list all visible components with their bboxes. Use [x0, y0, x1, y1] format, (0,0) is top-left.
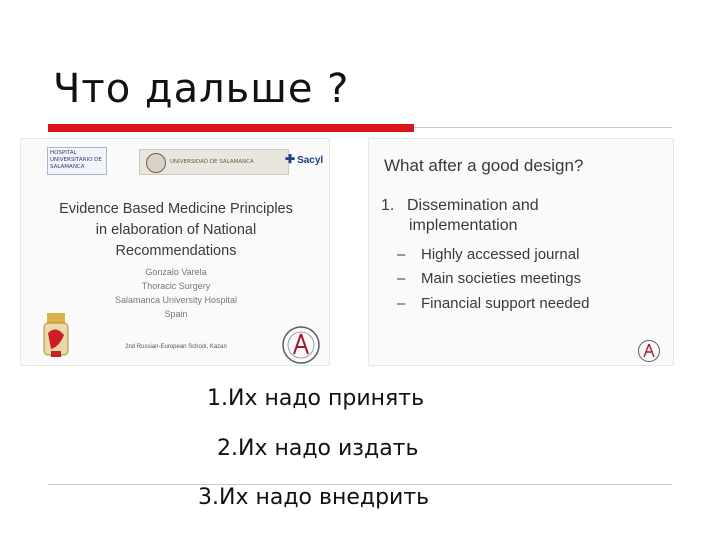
left-slide-image [20, 138, 330, 366]
left-slide-footer: 2nd Russian-European School, Kazan [125, 344, 227, 350]
hospital-logo: HOSPITAL UNIVERSITARIO DE SALAMANCA [47, 147, 107, 175]
author-name: Gonzalo Varela [145, 267, 207, 277]
sacyl-cross-icon: ✚ [285, 152, 296, 166]
left-slide-title [21, 199, 331, 262]
dash-bullet-icon: – [397, 295, 406, 312]
author-country: Spain [164, 309, 188, 319]
sub-item-text: Financial support needed [421, 295, 590, 312]
item-text-line1: Dissemination and [407, 197, 539, 214]
society-emblem-icon [281, 325, 321, 365]
left-slide-title-line: Evidence Based Medicine Principles [59, 201, 293, 217]
ru-list-item: 1.Их надо принять [207, 386, 425, 411]
title-accent-bar [48, 124, 414, 132]
university-logo-text: UNIVERSIDAD DE SALAMANCA [170, 159, 254, 165]
author-hospital: Salamanca University Hospital [114, 295, 238, 305]
slide-title: Что дальше ? [53, 66, 350, 112]
left-slide-title-line: in elaboration of National [95, 222, 257, 238]
sub-item [397, 270, 581, 287]
right-slide-item [381, 196, 539, 234]
sacyl-logo-text: Sacyl [297, 155, 324, 166]
right-slide-title: What after a good design? [384, 156, 584, 175]
sub-item-text: Main societies meetings [421, 270, 582, 287]
sub-item [397, 246, 579, 263]
sub-item-text: Highly accessed journal [421, 246, 580, 263]
university-seal-icon [146, 153, 166, 173]
society-emblem-icon [637, 339, 661, 363]
item-number: 1. [381, 197, 395, 214]
left-slide-title-line: Recommendations [115, 243, 237, 259]
logo-strip [47, 147, 332, 177]
sacyl-logo [285, 152, 323, 166]
author-department: Thoracic Surgery [141, 281, 211, 291]
right-slide-image [368, 138, 674, 366]
crest-icon [41, 313, 71, 361]
dash-bullet-icon: – [397, 246, 406, 263]
dash-bullet-icon: – [397, 270, 406, 287]
item-text-line2: implementation [409, 217, 518, 234]
university-logo [139, 149, 289, 175]
ru-list-item: 3.Их надо внедрить [198, 485, 430, 510]
title-rule [414, 127, 672, 128]
ru-list-item: 2.Их надо издать [217, 436, 419, 461]
sub-item [397, 295, 589, 312]
